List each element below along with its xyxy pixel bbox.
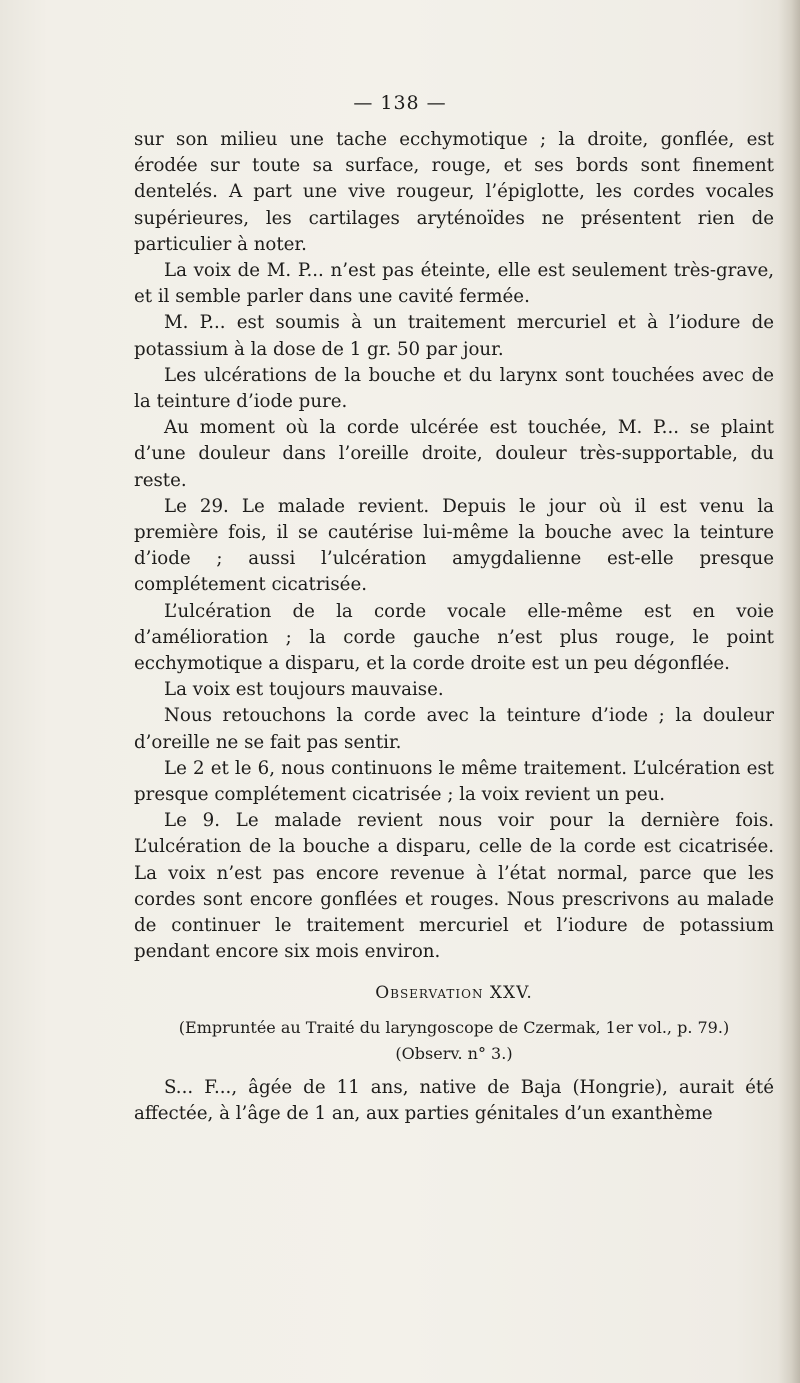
- paragraph: S... F..., âgée de 11 ans, native de Baja (Hongrie), aurait été affectée, à l’âge de 1 an, aux parties génitales d’un exanthème: [134, 1076, 774, 1124]
- page-edge-shadow: [778, 0, 800, 1383]
- paragraph: Les ulcérations de la bouche et du larynx sont touchées avec de la teinture d’iode pure.: [134, 364, 774, 413]
- paragraph: Nous retouchons la corde avec la teinture d’iode ; la douleur d’oreille ne se fait pas sentir.: [134, 705, 774, 753]
- paragraph: Le 9. Le malade revient nous voir pour la dernière fois. L’ulcération de la bouche a disparu, celle de la corde est cicatrisée. La voix n’est pas encore revenue à l’état normal, parce que les cordes sont encore gonflées et rouges. Nous prescrivons au malade de continuer le traitement mercuriel et l’iodure de potassium pendant encore six mois environ.: [134, 810, 774, 963]
- paragraph: La voix de M. P... n’est pas éteinte, elle est seulement très-grave, et il semble parler dans une cavité fermée.: [134, 260, 774, 308]
- paragraph: Au moment où la corde ulcérée est touchée, M. P... se plaint d’une douleur dans l’oreille droite, douleur très-supportable, du reste.: [134, 417, 774, 491]
- source-citation: (Empruntée au Traité du laryngoscope de Czermak, 1er vol., p. 79.): [178, 1017, 730, 1037]
- paragraph: Le 2 et le 6, nous continuons le même traitement. L’ulcération est presque complétement cicatrisée ; la voix revient un peu.: [134, 757, 774, 806]
- paragraph: L’ulcération de la corde vocale elle-même est en voie d’amélioration ; la corde gauche n’est plus rouge, le point ecchymotique a disparu, et la corde droite est un peu dégonflée.: [134, 600, 774, 675]
- paragraph: M. P... est soumis à un traitement mercuriel et à l’iodure de potassium à la dose de 1 gr. 50 par jour.: [134, 312, 774, 360]
- observation-number: (Observ. n° 3.): [395, 1043, 513, 1063]
- body-text: [134, 127, 774, 1127]
- paragraph: sur son milieu une tache ecchymotique ; la droite, gonflée, est érodée sur toute sa surface, rouge, et ses bords sont finement dentelés. A part une vive rougeur, l’épiglotte, les cordes vocales supérieures, les cartilages aryténoïdes ne présentent rien de particulier à noter.: [134, 129, 774, 255]
- observation-heading: Observation XXV.: [375, 982, 533, 1003]
- paragraph: La voix est toujours mauvaise.: [164, 679, 444, 701]
- page-number: — 138 —: [353, 92, 447, 114]
- paragraph: Le 29. Le malade revient. Depuis le jour où il est venu la première fois, il se cautérise lui-même la bouche avec la teinture d’iode ; aussi l’ulcération amygdalienne est-elle presque complétement cicatrisée.: [134, 495, 774, 596]
